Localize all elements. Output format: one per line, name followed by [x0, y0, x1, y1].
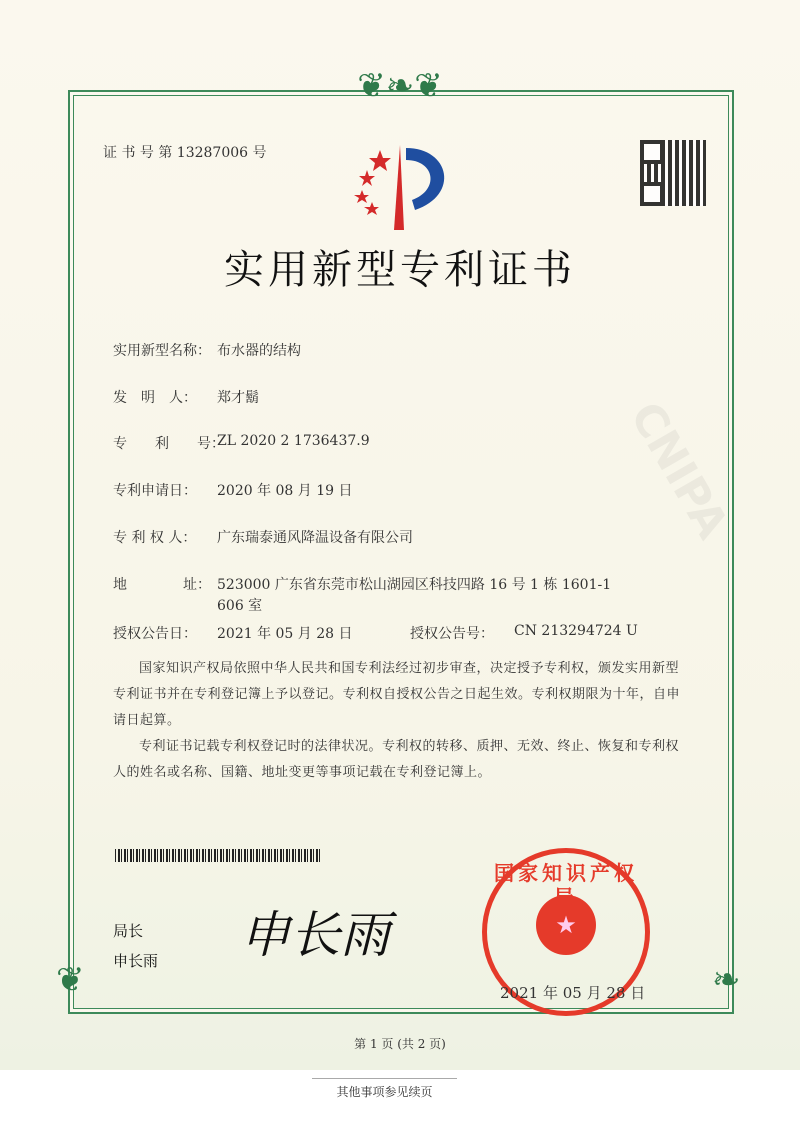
seal-text: 国家知识产权局 [494, 861, 638, 909]
field-label: 授权公告日： [113, 626, 197, 642]
certificate-number: 证 书 号 第 13287006 号 [103, 145, 267, 161]
field-inventor [113, 387, 259, 407]
watermark: CNIPA [619, 393, 738, 548]
field-label: 专 利 权 人： [113, 530, 197, 546]
continued-note: 其他事项参见续页 [312, 1078, 457, 1105]
field-label: 实用新型名称： [113, 343, 211, 359]
field-value: 布水器的结构 [217, 343, 301, 359]
corner-ornament-icon: ❧ [712, 960, 741, 1000]
top-ornament-icon: ❦❧❦ [357, 66, 443, 106]
cnipa-logo-icon [340, 140, 465, 235]
signatory-name: 申长雨 [113, 952, 159, 970]
address-line-1: 523000 广东省东莞市松山湖园区科技四路 16 号 1 栋 1601-1 [217, 577, 612, 593]
certificate-title: 实用新型专利证书 [224, 247, 576, 293]
address-line-2: 606 室 [217, 598, 263, 614]
field-utility-model-name [113, 340, 301, 360]
field-announcement-number [410, 623, 638, 643]
statement-paragraph: 国家知识产权局依照中华人民共和国专利法经过初步审查，决定授予专利权，颁发实用新型专利证书并在专利登记簿上予以登记。专利权自授权公告之日起生效。专利权期限为十年，自申请日起算。 [113, 661, 681, 728]
field-value: CN 213294724 U [514, 623, 638, 639]
field-label: 专利申请日： [113, 483, 197, 499]
field-value: 2020 年 08 月 19 日 [217, 483, 353, 499]
field-patent-number [113, 433, 370, 453]
national-emblem-icon: ★ [536, 895, 596, 955]
statement-paragraph: 专利证书记载专利权登记时的法律状况。专利权的转移、质押、无效、终止、恢复和专利权人的姓名或名称、国籍、地址变更等事项记载在专利登记簿上。 [113, 739, 680, 780]
qr-code [640, 140, 706, 206]
barcode [115, 849, 320, 862]
page-number: 第 1 页 (共 2 页) [354, 1037, 446, 1051]
field-address [113, 575, 611, 617]
field-application-date [113, 480, 353, 500]
field-value: 郑才鬍 [217, 390, 259, 406]
field-patentee [113, 527, 413, 547]
field-value: 2021 年 05 月 28 日 [217, 626, 353, 642]
field-label: 专 利 号： [113, 436, 225, 452]
signatory-title: 局长 [113, 922, 144, 940]
handwritten-signature: 申长雨 [240, 906, 390, 964]
field-label: 授权公告号： [410, 626, 494, 642]
field-value: 广东瑞泰通风降温设备有限公司 [217, 530, 413, 546]
field-label: 地 址： [113, 577, 211, 593]
seal-date: 2021 年 05 月 28 日 [500, 984, 646, 1002]
corner-ornament-icon: ❦ [56, 960, 85, 1000]
field-label: 发 明 人： [113, 390, 197, 406]
field-value: ZL 2020 2 1736437.9 [217, 433, 370, 449]
field-value [217, 575, 611, 617]
field-grant-date [113, 623, 353, 643]
